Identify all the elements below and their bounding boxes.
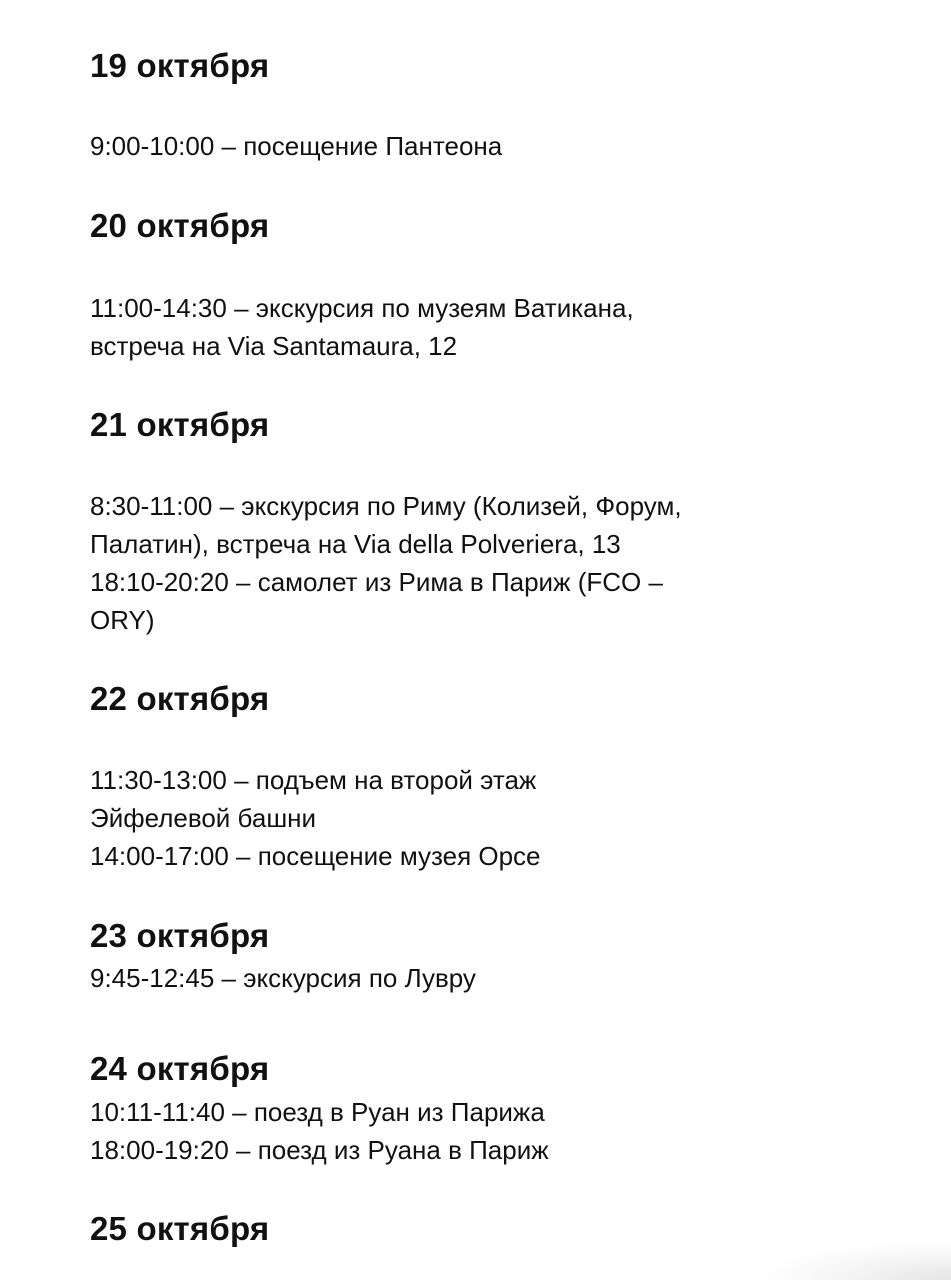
schedule-line: Палатин), встреча на Via della Polveriera, 13 <box>90 529 621 559</box>
day-heading: 19 октября <box>90 47 270 84</box>
schedule-line: 8:30-11:00 – экскурсия по Риму (Колизей, Форум, <box>90 491 682 521</box>
schedule-line: 9:45-12:45 – экскурсия по Лувру <box>90 963 476 993</box>
schedule-line: Эйфелевой башни <box>90 803 317 833</box>
schedule-line: 9:00-10:00 – посещение Пантеона <box>90 131 503 161</box>
schedule-line: 11:30-13:00 – подъем на второй этаж <box>90 765 537 795</box>
day-heading: 20 октября <box>90 207 270 244</box>
schedule-line: 11:00-14:30 – экскурсия по музеям Ватикана, <box>90 293 634 323</box>
day-heading: 25 октября <box>90 1210 270 1247</box>
day-heading: 22 октября <box>90 680 270 717</box>
schedule-line: 18:10-20:20 – самолет из Рима в Париж (FCO – <box>90 567 663 597</box>
schedule-line: 14:00-17:00 – посещение музея Орсе <box>90 841 541 871</box>
schedule-line: 18:00-19:20 – поезд из Руана в Париж <box>90 1135 549 1165</box>
schedule-line: 10:11-11:40 – поезд в Руан из Парижа <box>90 1097 545 1127</box>
day-heading: 21 октября <box>90 406 270 443</box>
schedule-line: ORY) <box>90 605 155 635</box>
schedule-line: встреча на Via Santamaura, 12 <box>90 331 458 361</box>
day-heading: 23 октября <box>90 917 270 954</box>
page-corner-shadow <box>751 1240 951 1280</box>
day-heading: 24 октября <box>90 1050 270 1087</box>
